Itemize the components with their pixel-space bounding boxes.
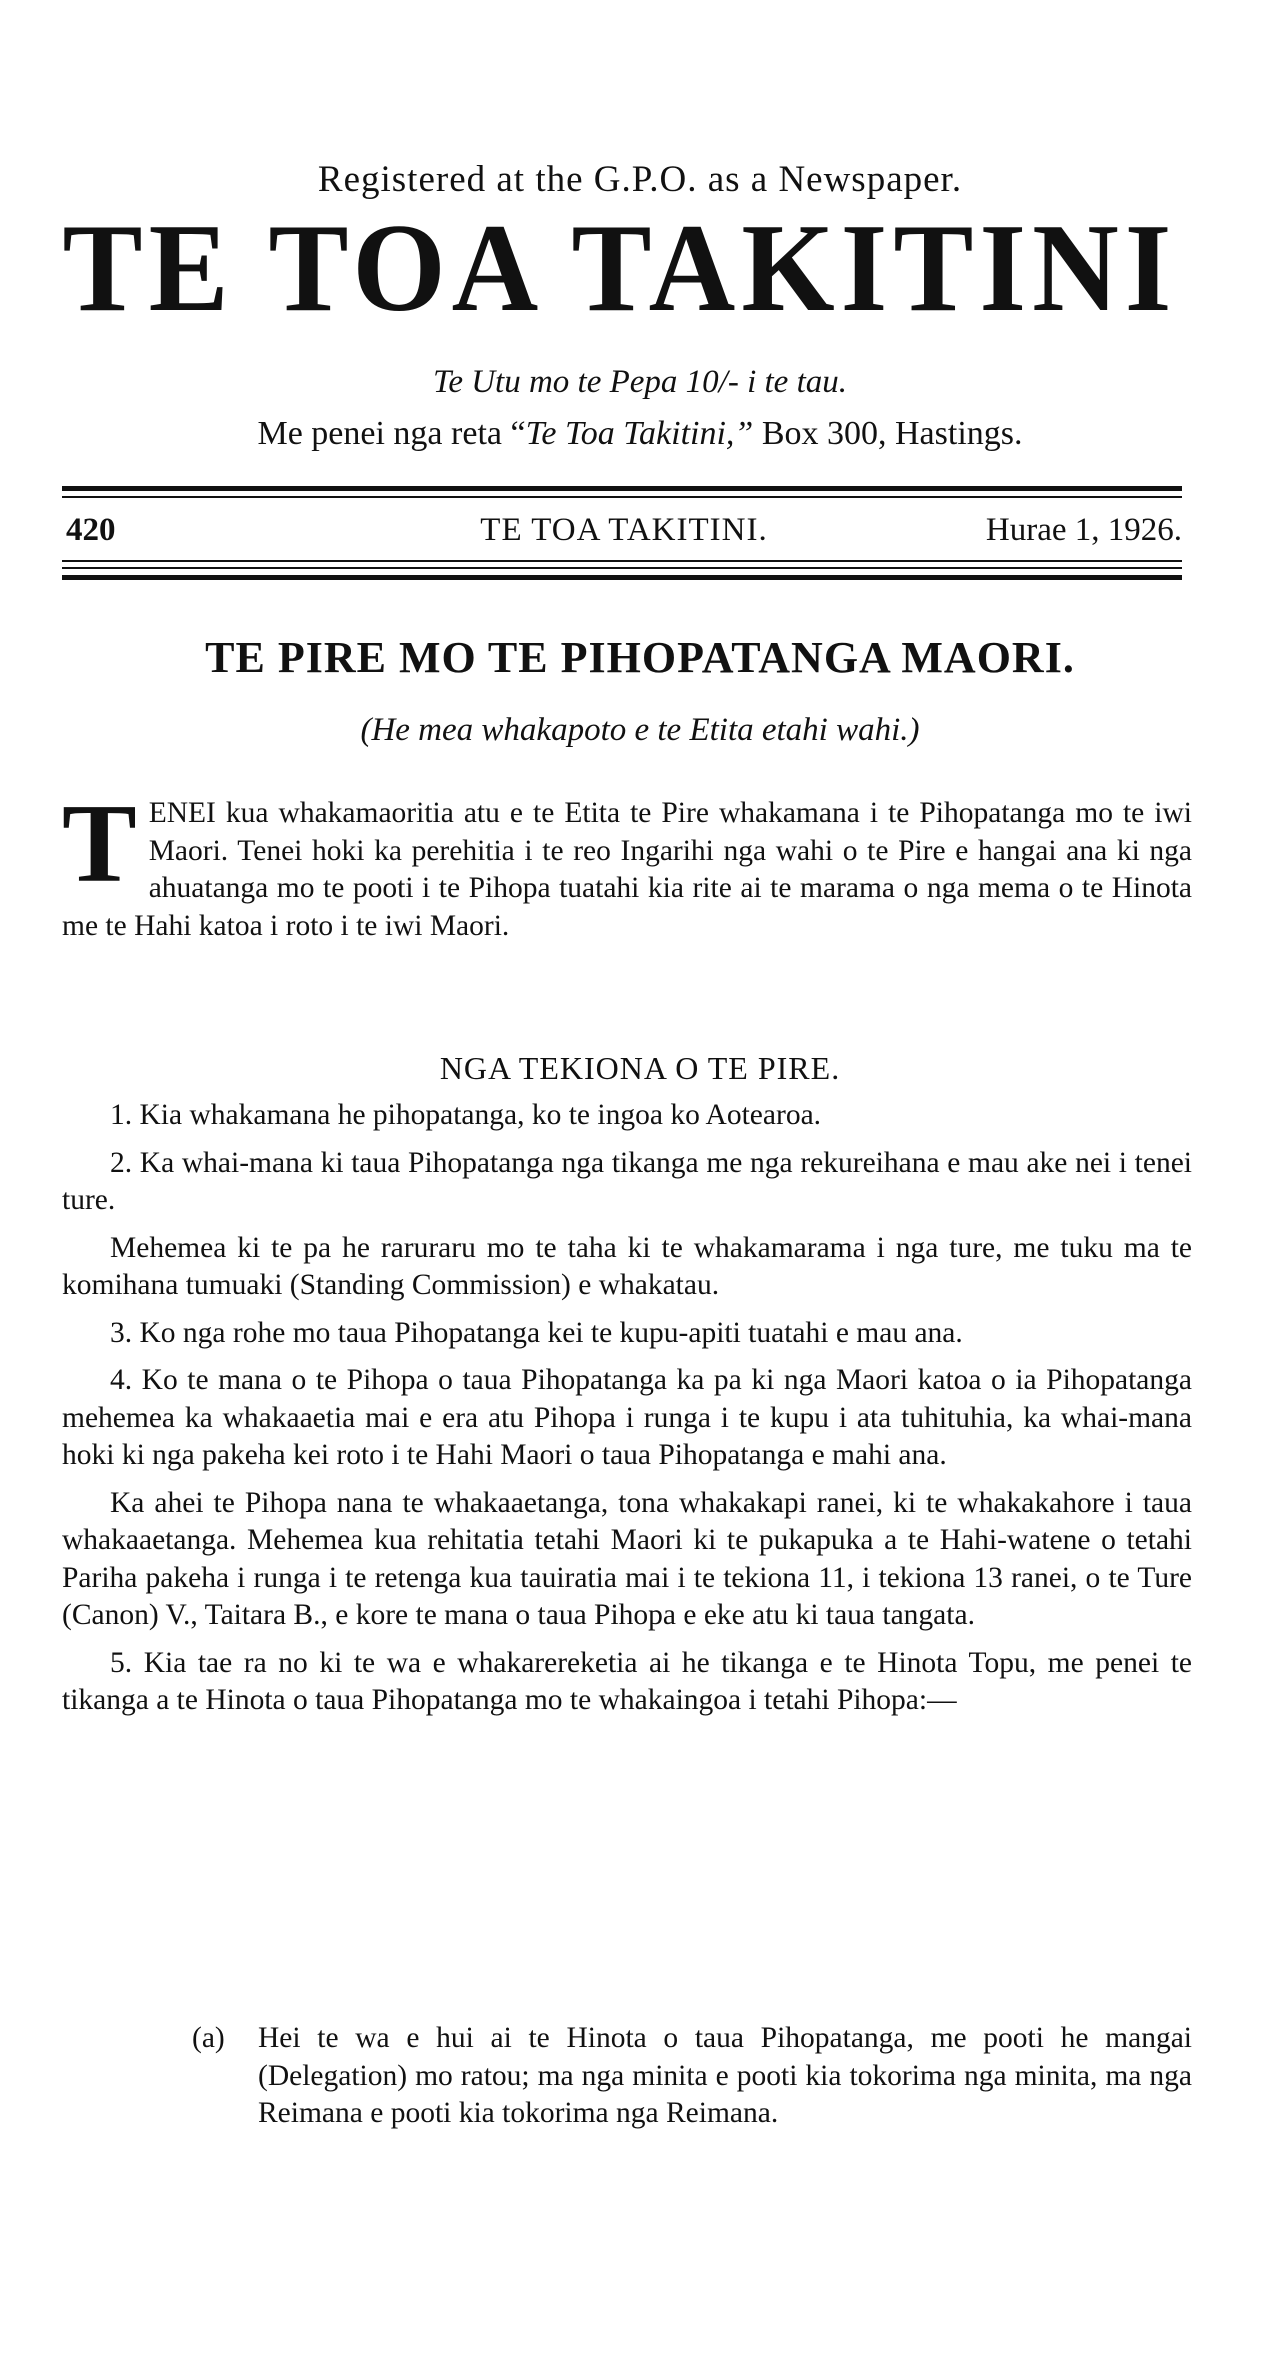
issue-date: Hurae 1, 1926.: [985, 512, 1182, 548]
postal-address: [0, 415, 1280, 453]
running-paper-name: TE TOA TAKITINI.: [480, 512, 768, 548]
issue-line: [66, 512, 1182, 556]
clause-paragraph: Mehemea ki te pa he raruraru mo te taha ki te whakamarama i nga ture, me tuku ma te komihana tumuaki (Standing Commission) e whakatau.: [62, 1231, 1192, 1301]
clauses-list: [62, 1097, 1192, 1730]
masthead-title: TE TOA TAKITINI: [62, 197, 1178, 338]
sub-clause-a: [62, 2020, 1192, 2133]
header-rule-thin-top: [62, 496, 1182, 498]
clause-paragraph: Ka ahei te Pihopa nana te whakaaetanga, tona whakakapi ranei, ki te whakakahore i taua whakaaetanga. Mehemea kua rehitatia tetahi Maori ki te pukapuka a te Hahi-watene o tetahi Pariha pakeha i runga i te retenga kua tauiratia mai i te tekiona 11, i tekiona 13 ranei, o te Ture (Canon) V., Taitara B., e kore te mana o taua Pihopa e eke atu ki taua tangata.: [62, 1486, 1192, 1631]
clause-paragraph: 1. Kia whakamana he pihopatanga, ko te ingoa ko Aotearoa.: [110, 1099, 822, 1131]
address-publication-name: Te Toa Takitini,”: [525, 415, 754, 452]
header-rule-thick-bottom: [62, 575, 1182, 580]
clause-paragraph: 3. Ko nga rohe mo taua Pihopatanga kei te kupu-apiti tuatahi e mau ana.: [110, 1316, 963, 1349]
drop-cap: T: [62, 782, 137, 906]
page-number: 420: [66, 512, 116, 548]
sub-clause-label: (a): [192, 2022, 225, 2054]
section-heading: NGA TEKIONA O TE PIRE.: [439, 1050, 841, 1086]
intro-text: ENEI kua whakamaoritia atu e te Etita te Pire whakamana i te Pihopatanga mo te iwi Maori. Tenei hoki ka perehitia i te reo Ingarihi nga wahi o te Pire e hangai ana ki nga ahuatanga mo te pooti i te Pihopa tuatahi kia rite ai te marama o nga mema o te Hinota me te Hahi katoa i roto i te iwi Maori.: [62, 797, 1192, 942]
address-suffix: Box 300, Hastings.: [753, 415, 1023, 452]
clause-paragraph: 5. Kia tae ra no ki te wa e whakarereketia ai he tikanga e te Hinota Topu, me penei te tikanga a te Hinota o taua Pihopatanga mo te whakaingoa i tetahi Pihopa:—: [62, 1646, 1192, 1716]
article-title: TE PIRE MO TE PIHOPATANGA MAORI.: [205, 633, 1075, 682]
header-rule-thick-top: [62, 486, 1182, 491]
clause-paragraph: 2. Ka whai-mana ki taua Pihopatanga nga tikanga me nga rekureihana e mau ake nei i tenei ture.: [62, 1146, 1192, 1216]
article-subtitle: (He mea whakapoto e te Etita etahi wahi.): [360, 712, 920, 748]
header-rule-thin-bottom-2: [62, 567, 1182, 569]
address-prefix: Me penei nga reta “: [257, 415, 526, 452]
registration-notice: Registered at the G.P.O. as a Newspaper.: [317, 159, 963, 200]
sub-clause-text: Hei te wa e hui ai te Hinota o taua Pihopatanga, me pooti he mangai (Delegation) mo ratou; ma nga minita e pooti kia tokorima nga minita, ma nga Reimana e pooti kia tokorima nga Reimana.: [258, 2022, 1192, 2129]
clause-paragraph: 4. Ko te mana o te Pihopa o taua Pihopatanga ka pa ki nga Maori katoa o ia Pihopatanga mehemea ka whakaaetia mai e era atu Pihopa i runga i te kupu i ata tuhituhia, ka whai-mana hoki ki nga pakeha kei roto i te Hahi Maori o taua Pihopatanga e mahi ana.: [62, 1364, 1192, 1471]
subscription-price: Te Utu mo te Pepa 10/- i te tau.: [433, 364, 847, 400]
intro-paragraph: [62, 782, 1192, 945]
header-rule-thin-bottom-1: [62, 560, 1182, 562]
